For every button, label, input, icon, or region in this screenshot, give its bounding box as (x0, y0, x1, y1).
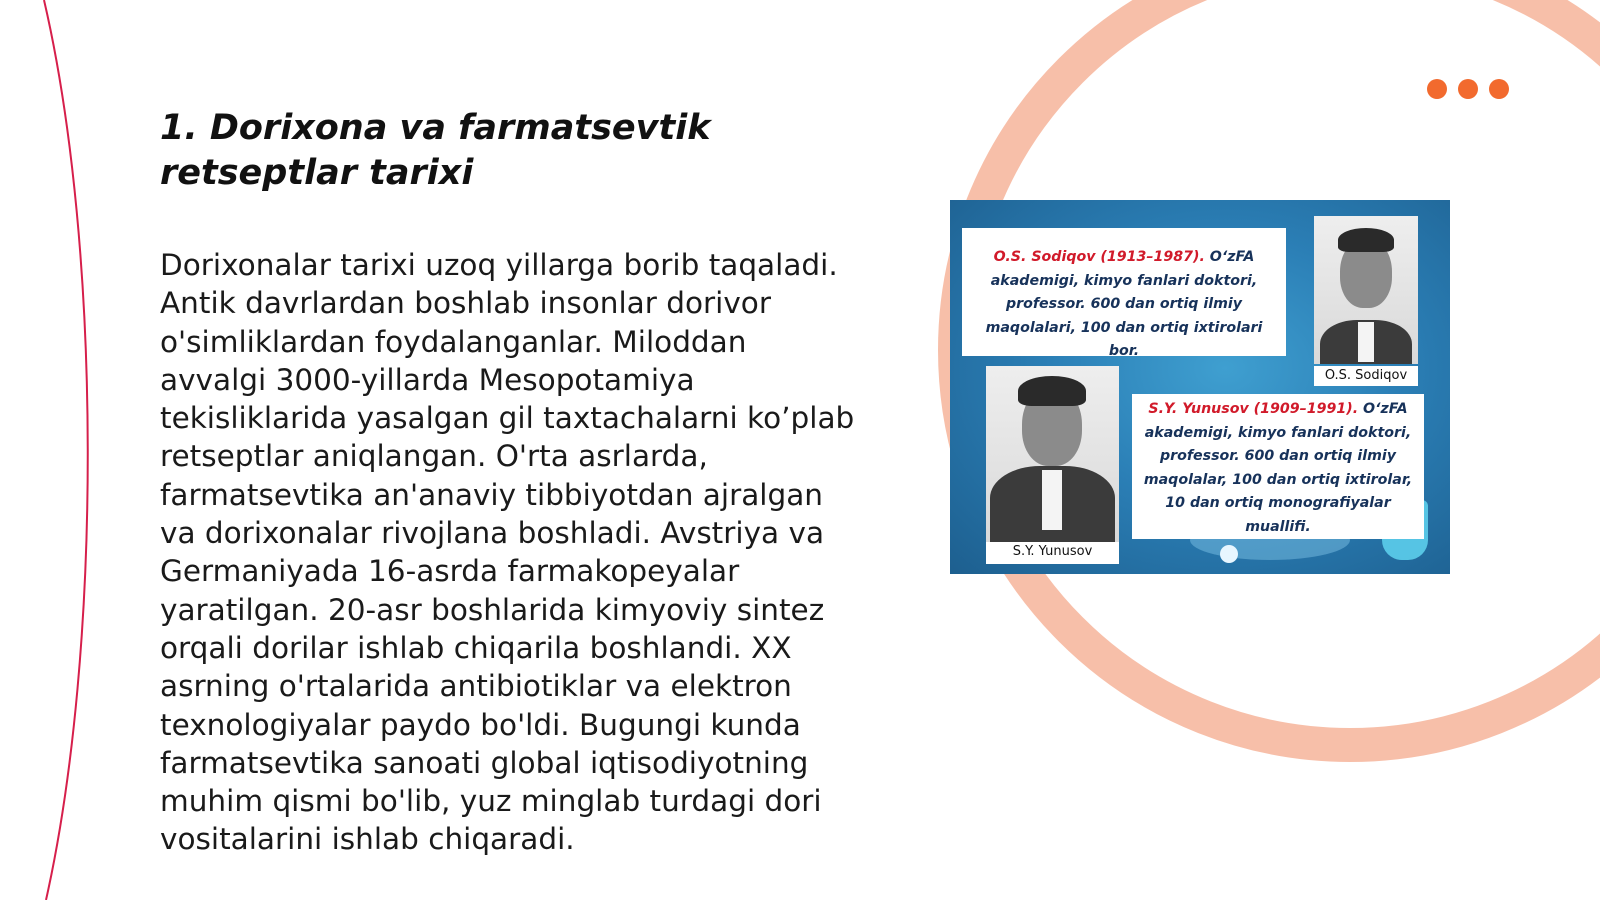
molecule-icon (1220, 545, 1238, 563)
dot (1489, 79, 1509, 99)
sodiqov-caption: O.S. Sodiqov (1314, 366, 1418, 386)
yunusov-caption: S.Y. Yunusov (986, 542, 1119, 564)
sodiqov-info-card (962, 228, 1286, 359)
dot (1427, 79, 1447, 99)
sodiqov-portrait (1314, 216, 1418, 364)
dot (1458, 79, 1478, 99)
slide-title: 1. Dorixona va farmatsevtik retseptlar tarixi (160, 108, 711, 193)
sodiqov-name-years: O.S. Sodiqov (1913–1987). (993, 249, 1205, 265)
left-red-arc (44, 0, 88, 900)
sodiqov-description: O‘zFA akademigi, kimyo fanlari doktori, professor. 600 dan ortiq ilmiy maqolalari, 100 dan ortiq ixtirolari bor. (985, 249, 1263, 359)
more-dots-icon (1427, 79, 1509, 99)
yunusov-description: O‘zFA akademigi, kimyo fanlari doktori, professor. 600 dan ortiq ilmiy maqolalar, 100 dan ortiq ixtirolar, 10 dan ortiq monografiyalar muallifi. (1143, 401, 1413, 535)
yunusov-info-card (1132, 394, 1424, 539)
slide-body-text: Dorixonalar tarixi uzoq yillarga borib taqaladi. Antik davrlardan boshlab insonlar dorivor o'simliklardan foydalanganlar. Miloddan avvalgi 3000-yillarda Mesopotamiya tekisliklarida yasalgan gil taxtachalarni ko’plab retseptlar aniqlangan. O'rta asrlarda, farmatsevtika an'anaviy tibbiyotdan ajralgan va dorixonalar rivojlana boshladi. Avstriya va Germaniyada 16-asrda farmakopeyalar yaratilgan. 20-asr boshlarida kimyoviy sintez orqali dorilar ishlab chiqarila boshlandi. XX asrning o'rtalarida antibiotiklar va elektron texnologiyalar paydo bo'ldi. Bugungi kunda farmatsevtika sanoati global iqtisodiyotning muhim qismi bo'lib, yuz minglab turdagi dori vositalarini ishlab chiqaradi. (160, 248, 855, 857)
scientists-figure (950, 200, 1450, 574)
yunusov-portrait (986, 366, 1119, 542)
yunusov-name-years: S.Y. Yunusov (1909–1991). (1148, 401, 1359, 417)
